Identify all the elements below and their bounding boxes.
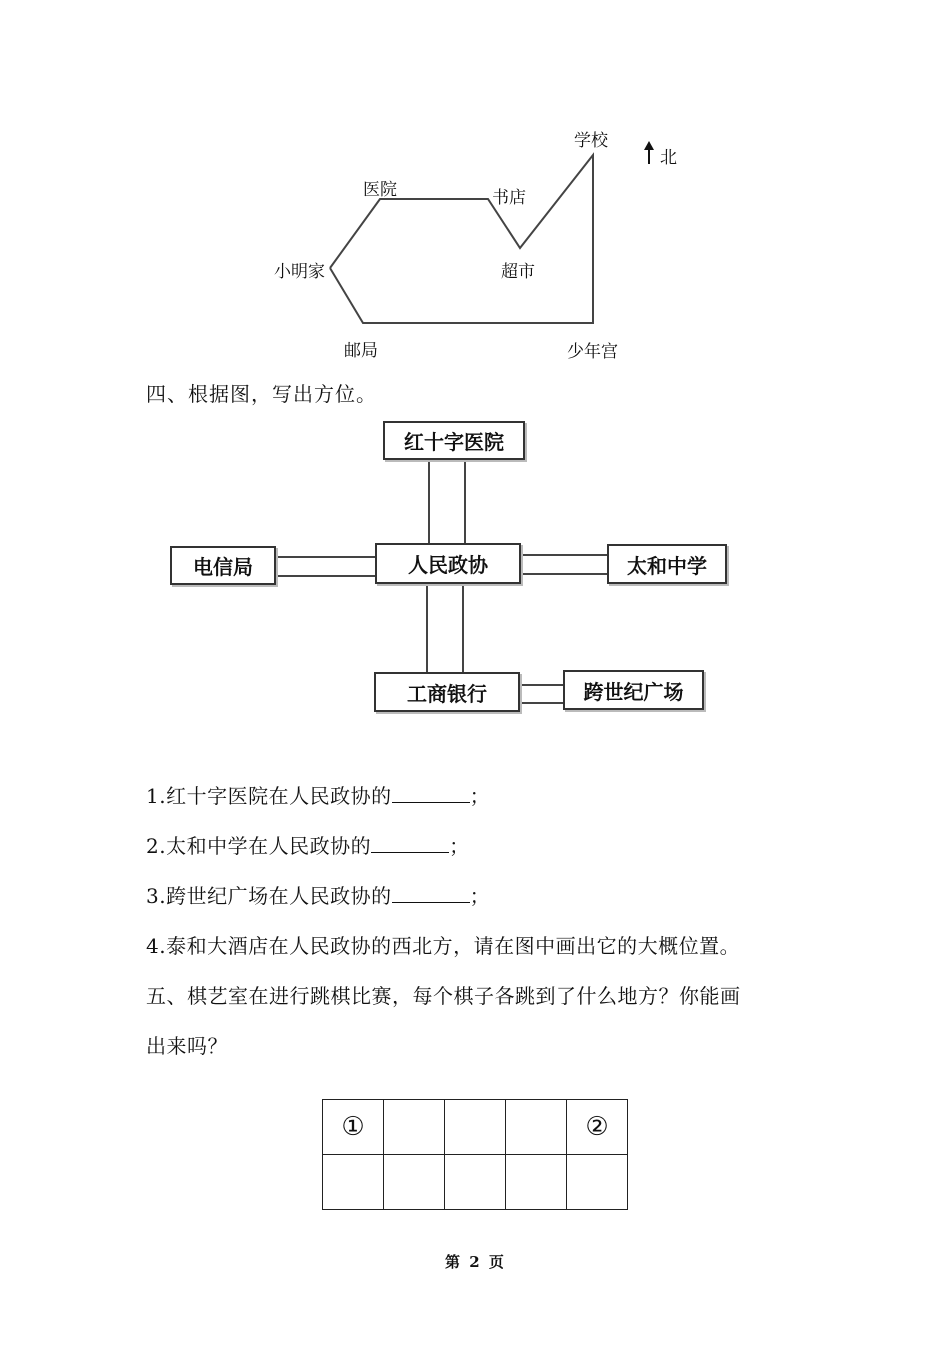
road-southeast — [518, 684, 565, 704]
section5-line2: 出来吗？ — [146, 1034, 228, 1058]
box-cppcc: 人民政协 — [375, 543, 521, 584]
place-hospital: 医院 — [363, 180, 397, 200]
board-cell[interactable] — [323, 1155, 384, 1210]
footer-prefix: 第 — [445, 1253, 463, 1271]
footer-suffix: 页 — [488, 1253, 506, 1271]
box-plaza: 跨世纪广场 — [563, 670, 704, 710]
place-school: 学校 — [574, 131, 608, 151]
north-arrow-icon — [644, 141, 654, 164]
route-map — [0, 0, 950, 370]
board-row — [323, 1100, 628, 1155]
road-west — [274, 556, 378, 577]
checkers-board — [322, 1099, 628, 1210]
board-cell[interactable] — [506, 1155, 567, 1210]
road-east — [519, 554, 610, 575]
box-red-cross-hospital: 红十字医院 — [383, 421, 525, 460]
board-cell[interactable] — [506, 1100, 567, 1155]
answer-blank-2[interactable] — [371, 834, 449, 853]
place-post-office: 邮局 — [344, 341, 378, 361]
board-cell[interactable] — [384, 1100, 445, 1155]
question-2-text: 2.太和中学在人民政协的 — [146, 834, 372, 858]
question-1-end: ； — [469, 784, 491, 808]
question-4: 4.泰和大酒店在人民政协的西北方，请在图中画出它的大概位置。 — [146, 934, 741, 958]
question-1-text: 1.红十字医院在人民政协的 — [146, 784, 392, 808]
question-3-end: ； — [469, 884, 491, 908]
board-cell[interactable] — [567, 1155, 628, 1210]
question-2 — [146, 830, 470, 859]
board-cell[interactable]: ① — [323, 1100, 384, 1155]
page-footer — [445, 1251, 506, 1272]
place-bookstore: 书店 — [492, 188, 526, 208]
box-icbc: 工商银行 — [374, 672, 520, 712]
answer-blank-3[interactable] — [392, 884, 470, 903]
board-cell[interactable] — [384, 1155, 445, 1210]
north-label: 北 — [660, 148, 677, 168]
place-xiaoming-home: 小明家 — [274, 262, 325, 282]
box-taihe-school: 太和中学 — [607, 544, 727, 584]
road-north — [428, 458, 466, 546]
question-3 — [146, 880, 490, 909]
road-south — [426, 582, 464, 674]
page-number: 2 — [469, 1253, 482, 1271]
section5-line1: 五、棋艺室在进行跳棋比赛，每个棋子各跳到了什么地方？你能画 — [146, 984, 741, 1008]
board-cell[interactable] — [445, 1155, 506, 1210]
board-row — [323, 1155, 628, 1210]
answer-blank-1[interactable] — [392, 784, 470, 803]
place-youth-palace: 少年宫 — [567, 342, 618, 362]
question-3-text: 3.跨世纪广场在人民政协的 — [146, 884, 392, 908]
board-cell[interactable] — [445, 1100, 506, 1155]
place-supermarket: 超市 — [501, 262, 535, 282]
question-2-end: ； — [449, 834, 470, 858]
question-1 — [146, 780, 490, 809]
board-cell[interactable]: ② — [567, 1100, 628, 1155]
section4-heading: 四、根据图，写出方位。 — [146, 382, 377, 406]
box-telecom-bureau: 电信局 — [170, 546, 276, 585]
